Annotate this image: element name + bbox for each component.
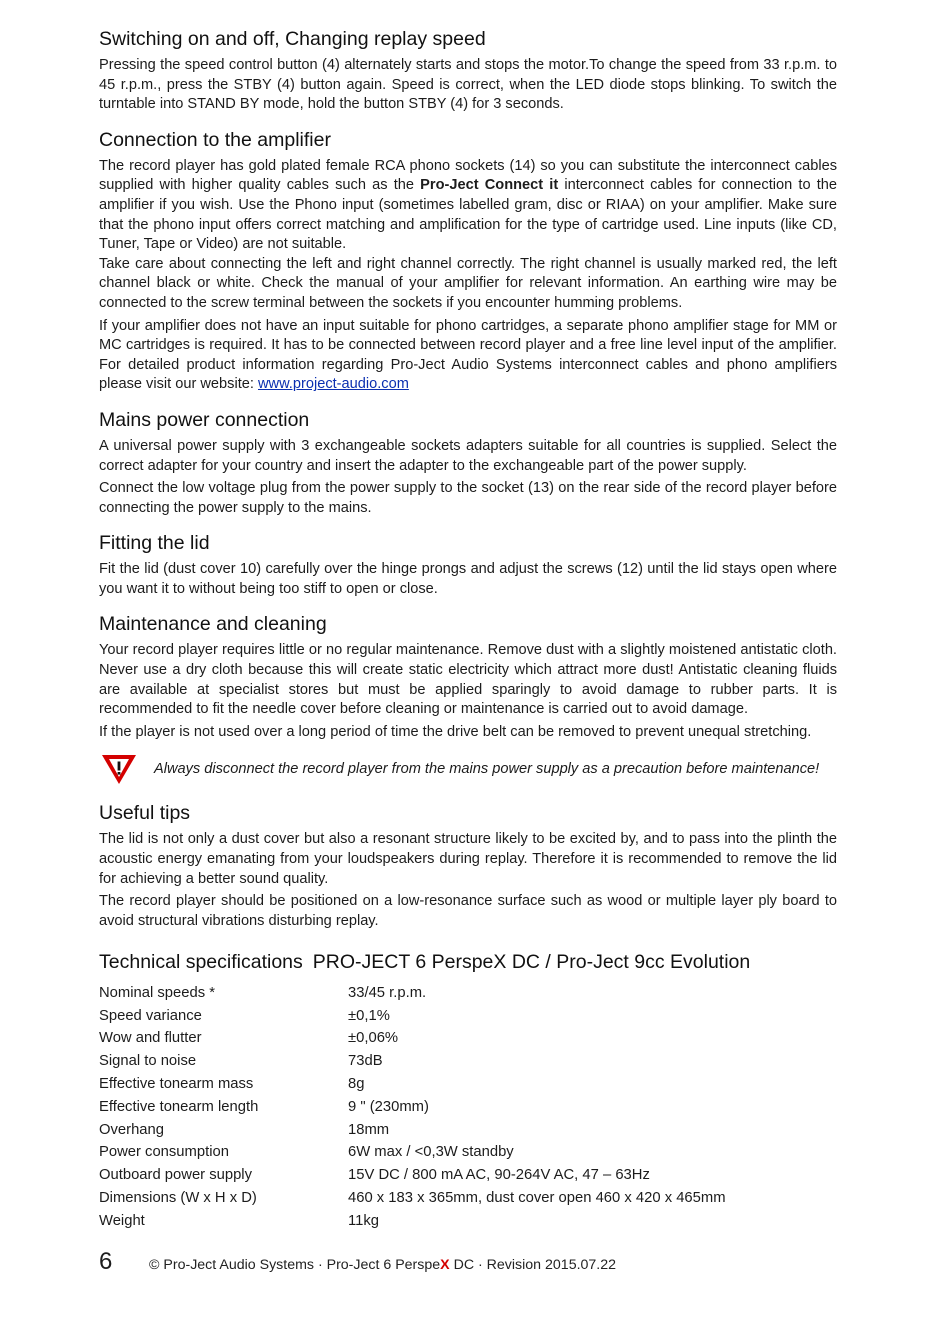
- warning-note: [99, 752, 837, 786]
- paragraph: Your record player requires little or no regular maintenance. Remove dust with a slightly moistened antistatic cloth. Never use a dry cloth because this will create static electricity which attract more dust! Antistatic cleaning fluids are available at specialist stores but must be applied sparingly to avoid damage to rubber parts. It is recommended to fit the needle cover before cleaning or maintenance is carried out to avoid damage.: [99, 642, 837, 718]
- footer-text: [149, 1257, 616, 1273]
- spec-row: [99, 1027, 726, 1050]
- section-fitting-lid: [99, 530, 837, 599]
- specs-heading: [99, 949, 837, 975]
- paragraph: The lid is not only a dust cover but also a resonant structure likely to be excited by, and to pass into the plinth the acoustic energy emanating from your loudspeakers during replay. Therefore it is recommended to remove the lid for achieving a better sound quality.: [99, 831, 837, 887]
- specs-model: PRO-JECT 6 PerspeX DC / Pro-Ject 9cc Evolution: [312, 951, 751, 974]
- paragraph: Connect the low voltage plug from the power supply to the socket (13) on the rear side of the record player before connecting the power supply to the mains.: [99, 480, 837, 516]
- paragraph: Take care about connecting the left and right channel correctly. The right channel is usually marked red, the left channel black or white. Check the manual of your amplifier for relevant information. An earthing wire may be connected to the screw terminal between the sockets if you encounter humming problems.: [99, 255, 837, 311]
- footer-text-part: DC · Revision 2015.07.22: [449, 1257, 617, 1273]
- spec-row: [99, 1164, 726, 1187]
- section-mains-power: [99, 407, 837, 518]
- spec-row: [99, 1073, 726, 1096]
- section-title: Switching on and off, Changing replay speed: [99, 28, 486, 50]
- paragraph: If the player is not used over a long period of time the drive belt can be removed to prevent unequal stretching.: [99, 723, 812, 740]
- page-number: 6: [99, 1248, 113, 1275]
- text-span: The record player has gold plated female RCA phono sockets (14) so you can substitute the interconnect cables supplied with higher quality cables such as the: [99, 157, 837, 194]
- paragraph: The record player should be positioned on a low-resonance surface such as wood or multiple layer ply board to avoid structural vibrations disturbing replay.: [99, 893, 837, 929]
- spec-row: [99, 1118, 726, 1141]
- website-link[interactable]: www.project-audio.com: [258, 376, 409, 393]
- product-name: Pro-Ject Connect it: [420, 177, 559, 194]
- page-footer: [99, 1248, 859, 1276]
- section-title: Fitting the lid: [99, 532, 210, 555]
- manual-page: [99, 26, 837, 1232]
- spec-value: 15V DC / 800 mA AC, 90-264V AC, 47 – 63Hz: [348, 1167, 650, 1184]
- spec-row: [99, 1209, 726, 1232]
- text-span: If your amplifier does not have an input suitable for phono cartridges, a separate phono amplifier stage for MM or MC cartridges is required. It has to be connected between record player and a free line level input of the amplifier. For detailed product information regarding Pro-Ject Audio Systems interconnect cables and phono amplifiers please visit our website:: [99, 317, 837, 393]
- section-title: Maintenance and cleaning: [99, 613, 327, 636]
- paragraph: [99, 157, 837, 255]
- section-title: Useful tips: [99, 802, 191, 825]
- section-useful-tips: [99, 800, 837, 931]
- spec-value: 33/45 r.p.m.: [348, 984, 427, 1001]
- specs-title: Technical specifications: [99, 951, 303, 974]
- spec-label: Wow and flutter: [99, 1030, 202, 1047]
- spec-label: Overhang: [99, 1121, 164, 1138]
- paragraph: A universal power supply with 3 exchangeable sockets adapters suitable for all countries is supplied. Select the correct adapter for your country and insert the adapter to the exchangeable part of the power supply.: [99, 437, 837, 474]
- spec-label: Weight: [99, 1212, 145, 1229]
- warning-triangle-icon: [100, 752, 138, 786]
- paragraph: Fit the lid (dust cover 10) carefully over the hinge prongs and adjust the screws (12) until the lid stays open where you want it to without being too stiff to open or close.: [99, 561, 837, 597]
- spec-row: [99, 1141, 726, 1164]
- spec-row: [99, 1095, 726, 1118]
- spec-value: 18mm: [348, 1121, 390, 1138]
- specs-table: [99, 981, 726, 1232]
- spec-row: [99, 1187, 726, 1210]
- section-amplifier: [99, 127, 837, 395]
- text-span: interconnect cables for connection to the amplifier if you wish. Use the Phono input (sometimes labelled gram, disc or RIAA) on your amplifier. Make sure that the phono input offers correct matching and amplification for the type of cartridge used. Line inputs (like CD, Tuner, Tape or Video) are not suitable.: [99, 177, 838, 253]
- paragraph: Pressing the speed control button (4) alternately starts and stops the motor.To change the speed from 33 r.p.m. to 45 r.p.m., press the STBY (4) button again. Speed is correct, when the LED diode stops blinking. To switch the turntable into STAND BY mode, hold the button STBY (4) for 3 seconds.: [99, 57, 837, 113]
- spec-label: Dimensions (W x H x D): [99, 1189, 257, 1206]
- spec-value: 460 x 183 x 365mm, dust cover open 460 x 420 x 465mm: [348, 1189, 726, 1206]
- spec-label: Effective tonearm mass: [99, 1075, 254, 1092]
- footer-brand-x: X: [440, 1257, 450, 1273]
- spec-label: Outboard power supply: [99, 1167, 252, 1184]
- spec-value: 6W max / <0,3W standby: [348, 1144, 514, 1161]
- spec-value: 73dB: [348, 1053, 383, 1070]
- spec-label: Power consumption: [99, 1144, 229, 1161]
- paragraph: [99, 317, 837, 395]
- spec-label: Nominal speeds *: [99, 984, 215, 1001]
- spec-row: [99, 981, 726, 1004]
- spec-label: Signal to noise: [99, 1053, 197, 1070]
- spec-value: 11kg: [348, 1212, 379, 1229]
- spec-value: ±0,1%: [348, 1007, 390, 1024]
- spec-value: 8g: [348, 1075, 365, 1092]
- section-title: Connection to the amplifier: [99, 128, 331, 151]
- warning-text: Always disconnect the record player from the mains power supply as a precaution before maintenance!: [154, 761, 820, 778]
- section-switching: [99, 26, 837, 115]
- footer-text-part: © Pro-Ject Audio Systems · Pro-Ject 6 Perspe: [149, 1257, 441, 1273]
- spec-value: 9 " (230mm): [348, 1098, 429, 1115]
- spec-label: Effective tonearm length: [99, 1098, 259, 1115]
- spec-row: [99, 1050, 726, 1073]
- spec-row: [99, 1004, 726, 1027]
- spec-value: ±0,06%: [348, 1030, 399, 1047]
- section-maintenance: [99, 611, 837, 786]
- section-title: Mains power connection: [99, 408, 310, 431]
- spec-label: Speed variance: [99, 1007, 202, 1024]
